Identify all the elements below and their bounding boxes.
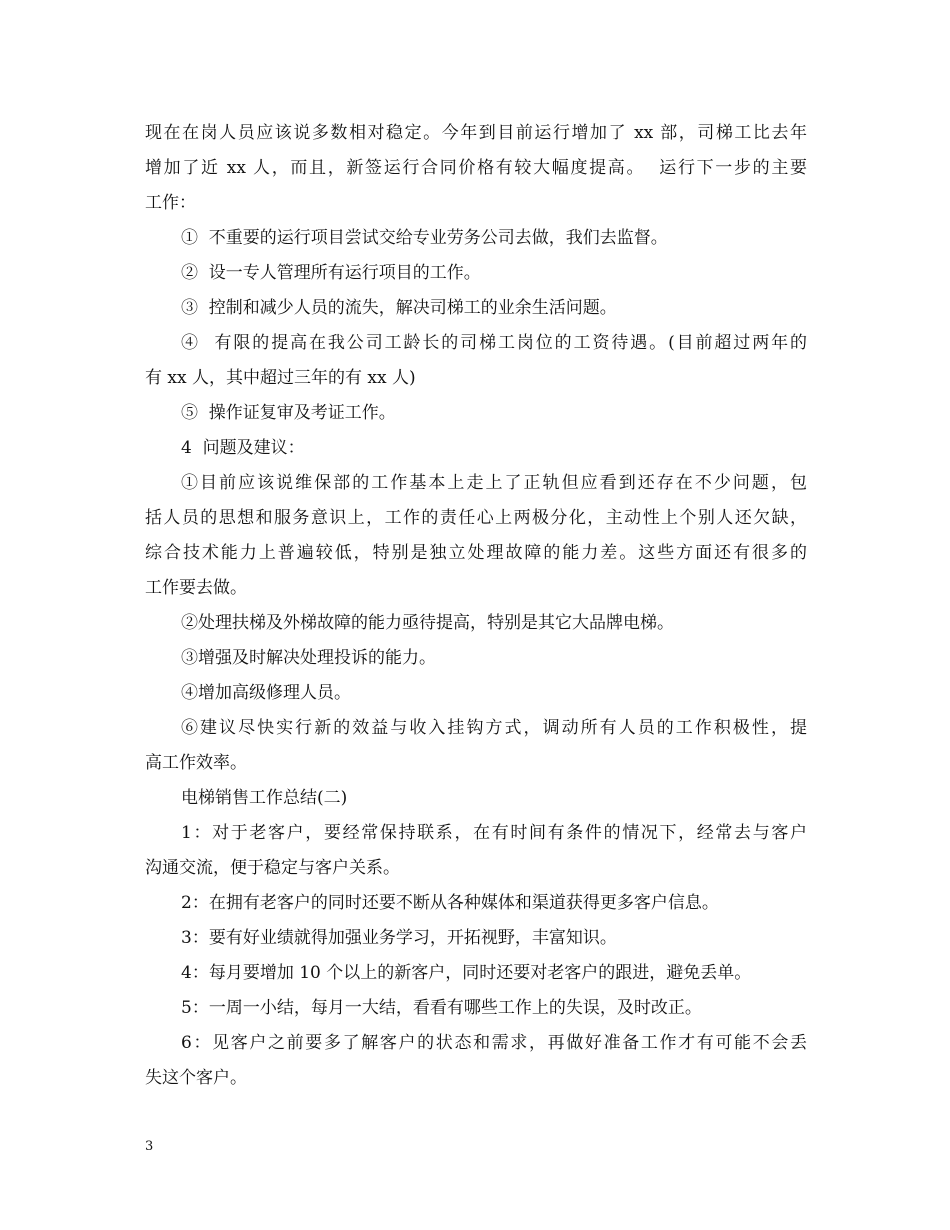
list-item: 2：在拥有老客户的同时还要不断从各种媒体和渠道获得更多客户信息。 — [181, 893, 719, 913]
list-item: ④ 有限的提高在我公司工龄长的司梯工岗位的工资待遇。(目前超过两年的 — [181, 333, 807, 353]
text-line: 括人员的思想和服务意识上，工作的责任心上两极分化，主动性上个别人还欠缺， — [145, 508, 807, 528]
list-item: 5：一周一小结，每月一大结，看看有哪些工作上的失误，及时改正。 — [181, 998, 702, 1018]
document-body — [145, 116, 807, 1096]
list-item: ②处理扶梯及外梯故障的能力亟待提高，特别是其它大品牌电梯。 — [181, 613, 674, 633]
text-line: 有 xx 人，其中超过三年的有 xx 人) — [145, 368, 416, 388]
text-line: 工作： — [145, 193, 196, 213]
text-line: 现在在岗人员应该说多数相对稳定。今年到目前运行增加了 xx 部，司梯工比去年 — [145, 123, 807, 143]
section-heading: 4 问题及建议： — [181, 438, 305, 458]
page-number: 3 — [145, 1139, 154, 1154]
list-item: 3：要有好业绩就得加强业务学习，开拓视野，丰富知识。 — [181, 928, 617, 948]
list-item: ⑤ 操作证复审及考证工作。 — [181, 403, 396, 423]
list-item: 1：对于老客户，要经常保持联系，在有时间有条件的情况下，经常去与客户 — [181, 823, 807, 843]
text-line: 综合技术能力上普遍较低，特别是独立处理故障的能力差。这些方面还有很多的 — [145, 543, 807, 563]
text-line: 沟通交流，便于稳定与客户关系。 — [145, 858, 400, 878]
list-item: 6：见客户之前要多了解客户的状态和需求，再做好准备工作才有可能不会丢 — [181, 1033, 807, 1053]
list-item: ① 不重要的运行项目尝试交给专业劳务公司去做，我们去监督。 — [181, 228, 668, 248]
section-title: 电梯销售工作总结(二) — [181, 788, 348, 808]
list-item: ①目前应该说维保部的工作基本上走上了正轨但应看到还存在不少问题，包 — [181, 473, 807, 493]
text-line: 高工作效率。 — [145, 753, 247, 773]
list-item: ④增加高级修理人员。 — [181, 683, 351, 703]
list-item: 4：每月要增加 10 个以上的新客户，同时还要对老客户的跟进，避免丢单。 — [181, 963, 752, 983]
list-item: ⑥建议尽快实行新的效益与收入挂钩方式，调动所有人员的工作积极性，提 — [181, 718, 807, 738]
text-line: 失这个客户。 — [145, 1068, 247, 1088]
list-item: ③增强及时解决处理投诉的能力。 — [181, 648, 436, 668]
text-line: 增加了近 xx 人，而且，新签运行合同价格有较大幅度提高。 运行下一步的主要 — [145, 158, 807, 178]
list-item: ③ 控制和减少人员的流失，解决司梯工的业余生活问题。 — [181, 298, 617, 318]
text-line: 工作要去做。 — [145, 578, 247, 598]
list-item: ② 设一专人管理所有运行项目的工作。 — [181, 263, 481, 283]
